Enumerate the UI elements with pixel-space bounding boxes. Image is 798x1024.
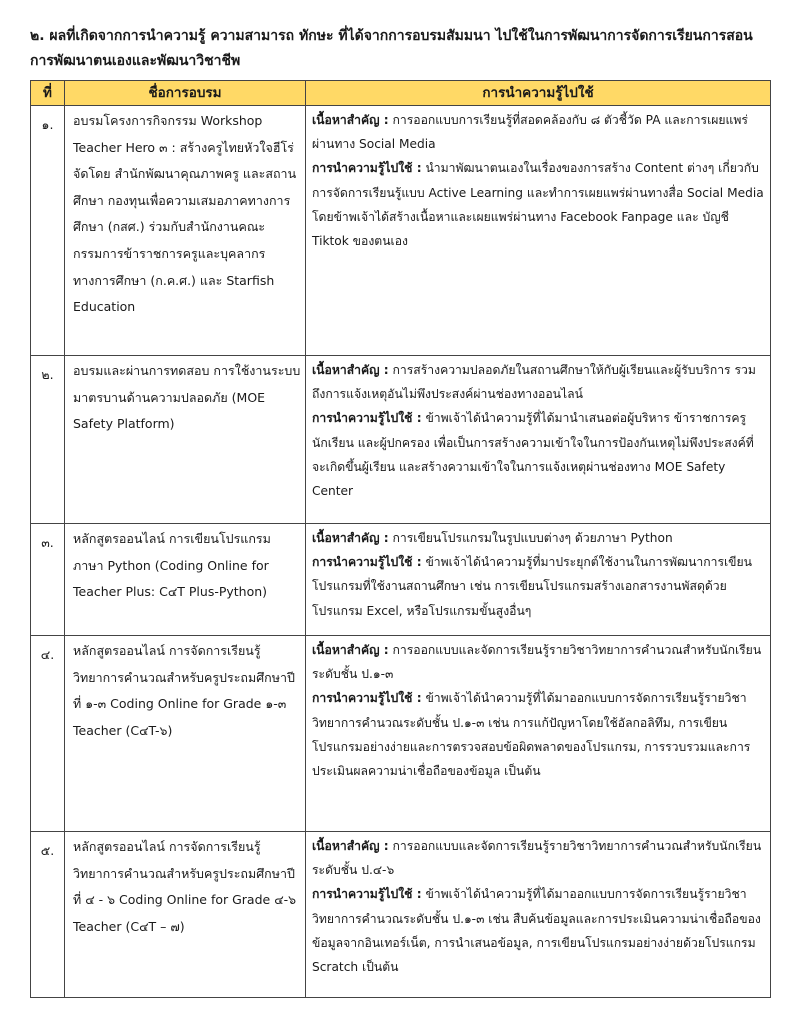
- apply-line: [312, 156, 764, 253]
- course-name: อบรมและผ่านการทดสอบ การใช้งานระบบมาตรบานด้านความปลอดภัย (MOE Safety Platform): [65, 356, 306, 524]
- apply-text: นำมาพัฒนาตนเองในเรื่องของการสร้าง Content ต่างๆ เกี่ยวกับการจัดการเรียนรู้แบบ Active Learning และทำการเผยแพร่ผ่านทางสื่อ Social Media โดยข้าพเจ้าได้สร้างเนื้อหาและเผยแพร่ผ่านทาง Facebook Fanpage และ บัญชี Tiktok ของตนเอง: [312, 161, 764, 249]
- table-row: [31, 832, 771, 998]
- apply-text: ข้าพเจ้าได้นำความรู้ที่ได้มาออกแบบการจัดการเรียนรู้รายวิชาวิทยาการคำนวณระดับชั้น ป.๑-๓ เช่น การแก้ปัญหาโดยใช้อัลกอลิทึม, การเขียนโปรแกรมอย่างง่ายและการตรวจสอบข้อผิดพลาดของโปรแกรม, การรวบรวมและการประเมินผลความน่าเชื่อถือของข้อมูล เป็นต้น: [312, 691, 751, 779]
- course-name: หลักสูตรออนไลน์ การจัดการเรียนรู้วิทยาการคำนวณสำหรับครูประถมศึกษาปีที่ ๔ - ๖ Coding Online for Grade ๔-๖ Teacher (C๔T – ๗): [65, 832, 306, 998]
- course-name: หลักสูตรออนไลน์ การจัดการเรียนรู้วิทยาการคำนวณสำหรับครูประถมศึกษาปีที่ ๑-๓ Coding Online for Grade ๑-๓ Teacher (C๔T-๖): [65, 636, 306, 832]
- application-cell: [306, 832, 771, 998]
- content-line: [312, 638, 764, 686]
- header-course: ชื่อการอบรม: [65, 81, 306, 106]
- table-row: [31, 356, 771, 524]
- apply-label: การนำความรู้ไปใช้ :: [312, 555, 422, 570]
- apply-label: การนำความรู้ไปใช้ :: [312, 161, 422, 176]
- section-heading: ๒. ผลที่เกิดจากการนำความรู้ ความสามารถ ทักษะ ที่ได้จากการอบรมสัมมนา ไปใช้ในการพัฒนาการจัดการเรียนการสอน การพัฒนาตนเองและพัฒนาวิชาชีพ: [30, 28, 753, 69]
- application-cell: [306, 636, 771, 832]
- content-line: [312, 526, 764, 550]
- application-cell: [306, 524, 771, 636]
- apply-line: [312, 686, 764, 783]
- content-label: เนื้อหาสำคัญ :: [312, 839, 389, 853]
- apply-label: การนำความรู้ไปใช้ :: [312, 691, 422, 706]
- row-number: ๑.: [31, 106, 65, 356]
- content-line: [312, 834, 764, 882]
- content-label: เนื้อหาสำคัญ :: [312, 531, 389, 545]
- table-header-row: [31, 81, 771, 106]
- table-row: [31, 636, 771, 832]
- application-cell: [306, 356, 771, 524]
- row-number: ๒.: [31, 356, 65, 524]
- apply-text: ข้าพเจ้าได้นำความรู้ที่ได้มานำเสนอต่อผู้บริหาร ข้าราชการครู นักเรียน และผู้ปกครอง เพื่อเป็นการสร้างความเข้าใจในการป้องกันเหตุไม่พึงประสงค์ที่จะเกิดขึ้นผู้เรียน และสร้างความเข้าใจในการแจ้งเหตุผ่านช่องทาง MOE Safety Center: [312, 411, 754, 499]
- apply-text: ข้าพเจ้าได้นำความรู้ที่ได้มาออกแบบการจัดการเรียนรู้รายวิชาวิทยาการคำนวณระดับชั้น ป.๑-๓ เช่น สืบค้นข้อมูลและการประเมินความน่าเชื่อถือของข้อมูลจากอินเทอร์เน็ต, การนำเสนอข้อมูล, การเขียนโปรแกรมอย่างง่ายด้วยโปรแกรม Scratch เป็นต้น: [312, 887, 761, 975]
- apply-label: การนำความรู้ไปใช้ :: [312, 887, 422, 902]
- row-number: ๓.: [31, 524, 65, 636]
- row-number: ๕.: [31, 832, 65, 998]
- content-text: การเขียนโปรแกรมในรูปแบบต่างๆ ด้วยภาษา Python: [388, 531, 673, 545]
- content-line: [312, 358, 764, 406]
- content-text: การออกแบบและจัดการเรียนรู้รายวิชาวิทยาการคำนวณสำหรับนักเรียนระดับชั้น ป.๔-๖: [312, 839, 762, 878]
- table-row: [31, 106, 771, 356]
- header-no: ที่: [31, 81, 65, 106]
- apply-line: [312, 406, 764, 503]
- training-table: [30, 80, 771, 998]
- apply-label: การนำความรู้ไปใช้ :: [312, 411, 422, 426]
- content-label: เนื้อหาสำคัญ :: [312, 363, 389, 377]
- content-text: การออกแบบและจัดการเรียนรู้รายวิชาวิทยาการคำนวณสำหรับนักเรียนระดับชั้น ป.๑-๓: [312, 643, 762, 682]
- apply-line: [312, 882, 764, 979]
- header-application: การนำความรู้ไปใช้: [306, 81, 771, 106]
- content-line: [312, 108, 764, 156]
- course-name: อบรมโครงการกิจกรรม Workshop Teacher Hero ๓ : สร้างครูไทยหัวใจฮีโร่ จัดโดย สำนักพัฒนาคุณภาพครู และสถานศึกษา กองทุนเพื่อความเสมอภาคทางการศึกษา (กสศ.) ร่วมกับสำนักงานคณะกรรมการข้าราชการครูและบุคลากรทางการศึกษา (ก.ค.ศ.) และ Starfish Education: [65, 106, 306, 356]
- content-text: การสร้างความปลอดภัยในสถานศึกษาให้กับผู้เรียนและผู้รับบริการ รวมถึงการแจ้งเหตุอันไม่พึงประสงค์ผ่านช่องทางออนไลน์: [312, 363, 756, 402]
- content-text: การออกแบบการเรียนรู้ที่สอดคล้องกับ ๘ ตัวชี้วัด PA และการเผยแพร่ผ่านทาง Social Media: [312, 113, 748, 152]
- course-name: หลักสูตรออนไลน์ การเขียนโปรแกรมภาษา Python (Coding Online for Teacher Plus: C๔T Plus-Python): [65, 524, 306, 636]
- application-cell: [306, 106, 771, 356]
- content-label: เนื้อหาสำคัญ :: [312, 113, 389, 127]
- table-row: [31, 524, 771, 636]
- content-label: เนื้อหาสำคัญ :: [312, 643, 389, 657]
- apply-text: ข้าพเจ้าได้นำความรู้ที่มาประยุกต์ใช้งานในการพัฒนาการเขียนโปรแกรมที่ใช้งานสถานศึกษา เช่น การเขียนโปรแกรมสร้างเอกสารงานพัสดุด้วยโปรแกรม Excel, หรือโปรแกรมขั้นสูงอื่นๆ: [312, 555, 752, 618]
- apply-line: [312, 550, 764, 623]
- row-number: ๔.: [31, 636, 65, 832]
